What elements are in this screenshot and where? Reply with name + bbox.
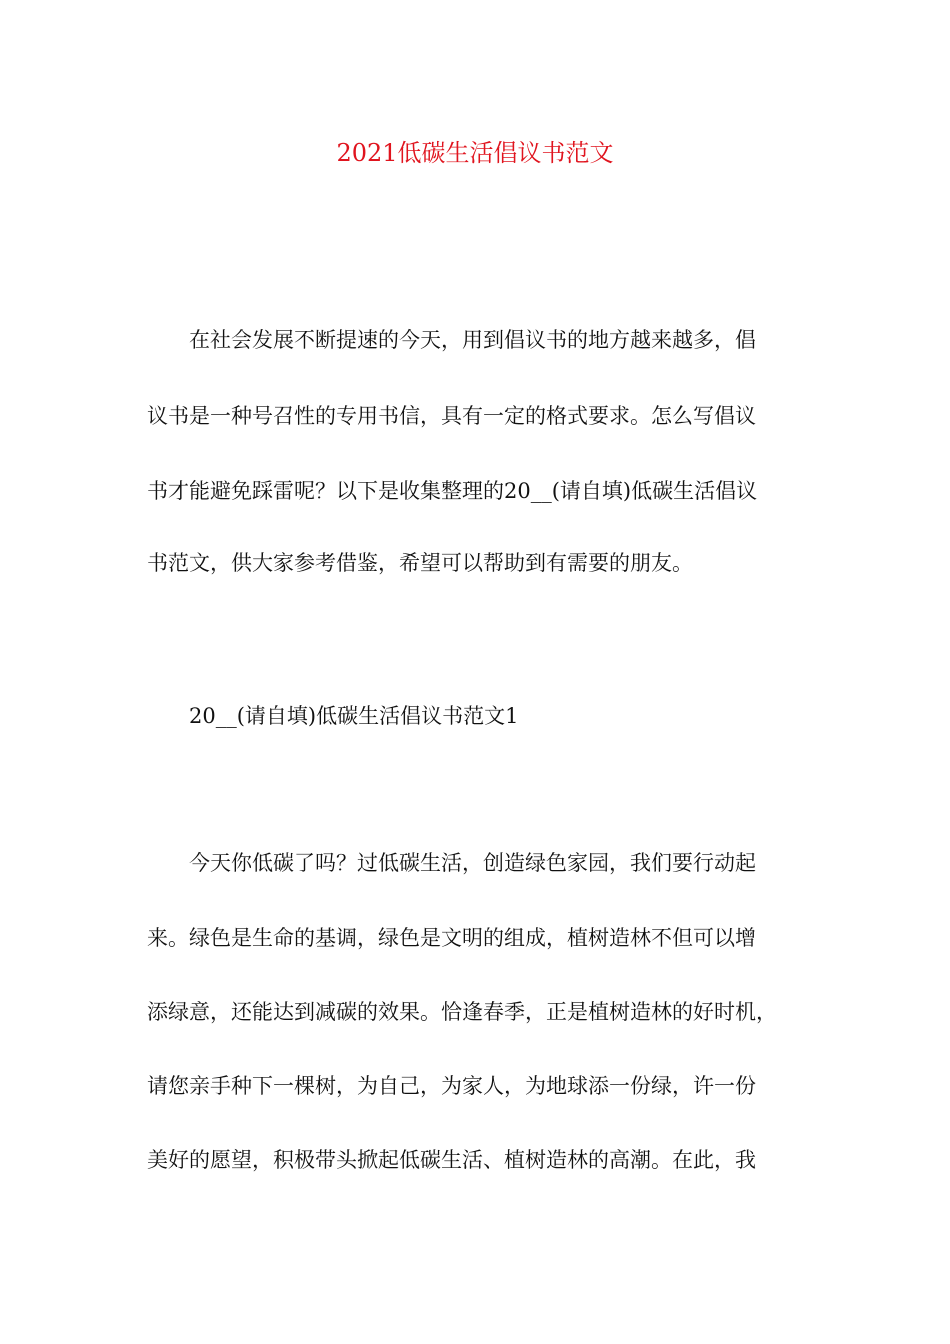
intro-line-2: 议书是一种号召性的专用书信，具有一定的格式要求。怎么写倡议 [147,404,756,428]
body-line-5: 美好的愿望，积极带头掀起低碳生活、植树造林的高潮。在此，我 [147,1148,756,1172]
section-heading: 20__(请自填)低碳生活倡议书范文1 [189,704,519,728]
body-line-1: 今天你低碳了吗？过低碳生活，创造绿色家园，我们要行动起 [189,851,756,875]
intro-line-3: 书才能避免踩雷呢？以下是收集整理的20__(请自填)低碳生活倡议 [147,479,758,503]
body-line-4: 请您亲手种下一棵树，为自己，为家人，为地球添一份绿，许一份 [147,1074,756,1098]
body-line-3: 添绿意，还能达到减碳的效果。恰逢春季，正是植树造林的好时机， [147,1000,777,1024]
body-line-2: 来。绿色是生命的基调，绿色是文明的组成，植树造林不但可以增 [147,926,756,950]
intro-line-1: 在社会发展不断提速的今天，用到倡议书的地方越来越多，倡 [189,328,756,352]
intro-line-4: 书范文，供大家参考借鉴，希望可以帮助到有需要的朋友。 [147,551,693,575]
document-title: 2021低碳生活倡议书范文 [336,139,614,167]
